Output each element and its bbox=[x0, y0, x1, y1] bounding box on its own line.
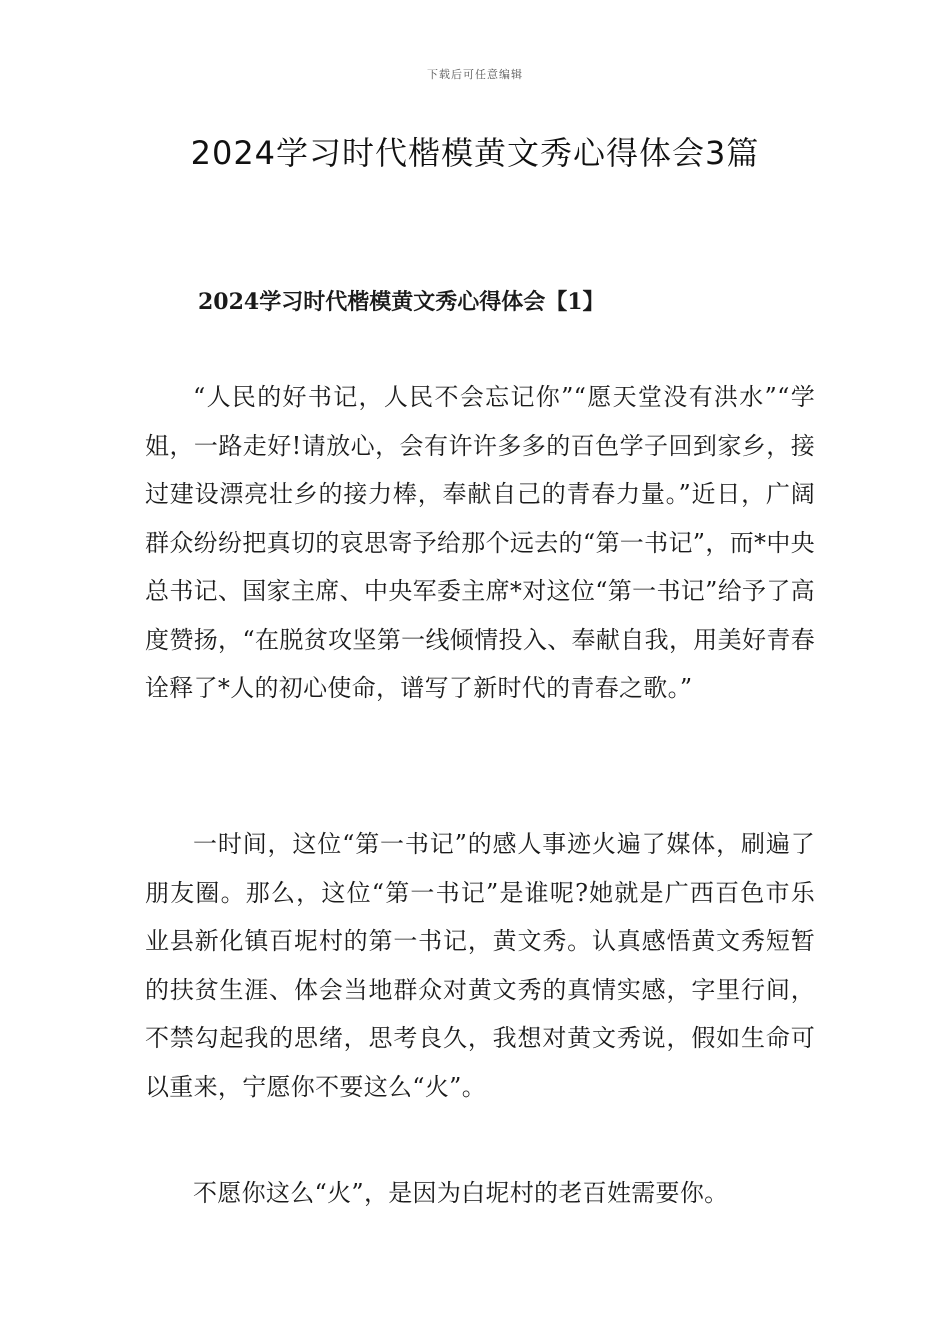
document-title: 2024学习时代楷模黄文秀心得体会3篇 bbox=[190, 134, 760, 172]
paragraph: 不愿你这么“火”，是因为白坭村的老百姓需要你。 bbox=[193, 1179, 729, 1207]
header-note: 下载后可任意编辑 bbox=[427, 68, 523, 81]
paragraph: “人民的好书记，人民不会忘记你”“愿天堂没有洪水”“学姐，一路走好!请放心，会有许许多多的百色学子回到家乡，接过建设漂亮壮乡的接力棒，奉献自己的青春力量。”近日，广阔群众纷纷把真切的哀思寄予给那个远去的“第一书记”，而*中央总书记、国家主席、中央军委主席*对这位“第一书记”给予了高度赞扬，“在脱贫攻坚第一线倾情投入、奉献自我，用美好青春诠释了*人的初心使命，谱写了新时代的青春之歌。” bbox=[145, 383, 815, 702]
paragraph: 一时间，这位“第一书记”的感人事迹火遍了媒体，刷遍了朋友圈。那么，这位“第一书记”是谁呢?她就是广西百色市乐业县新化镇百坭村的第一书记，黄文秀。认真感悟黄文秀短暂的扶贫生涯、体会当地群众对黄文秀的真情实感，字里行间，不禁勾起我的思绪，思考良久，我想对黄文秀说，假如生命可以重来，宁愿你不要这么“火”。 bbox=[145, 830, 815, 1101]
section-heading: 2024学习时代楷模黄文秀心得体会【1】 bbox=[198, 289, 605, 315]
